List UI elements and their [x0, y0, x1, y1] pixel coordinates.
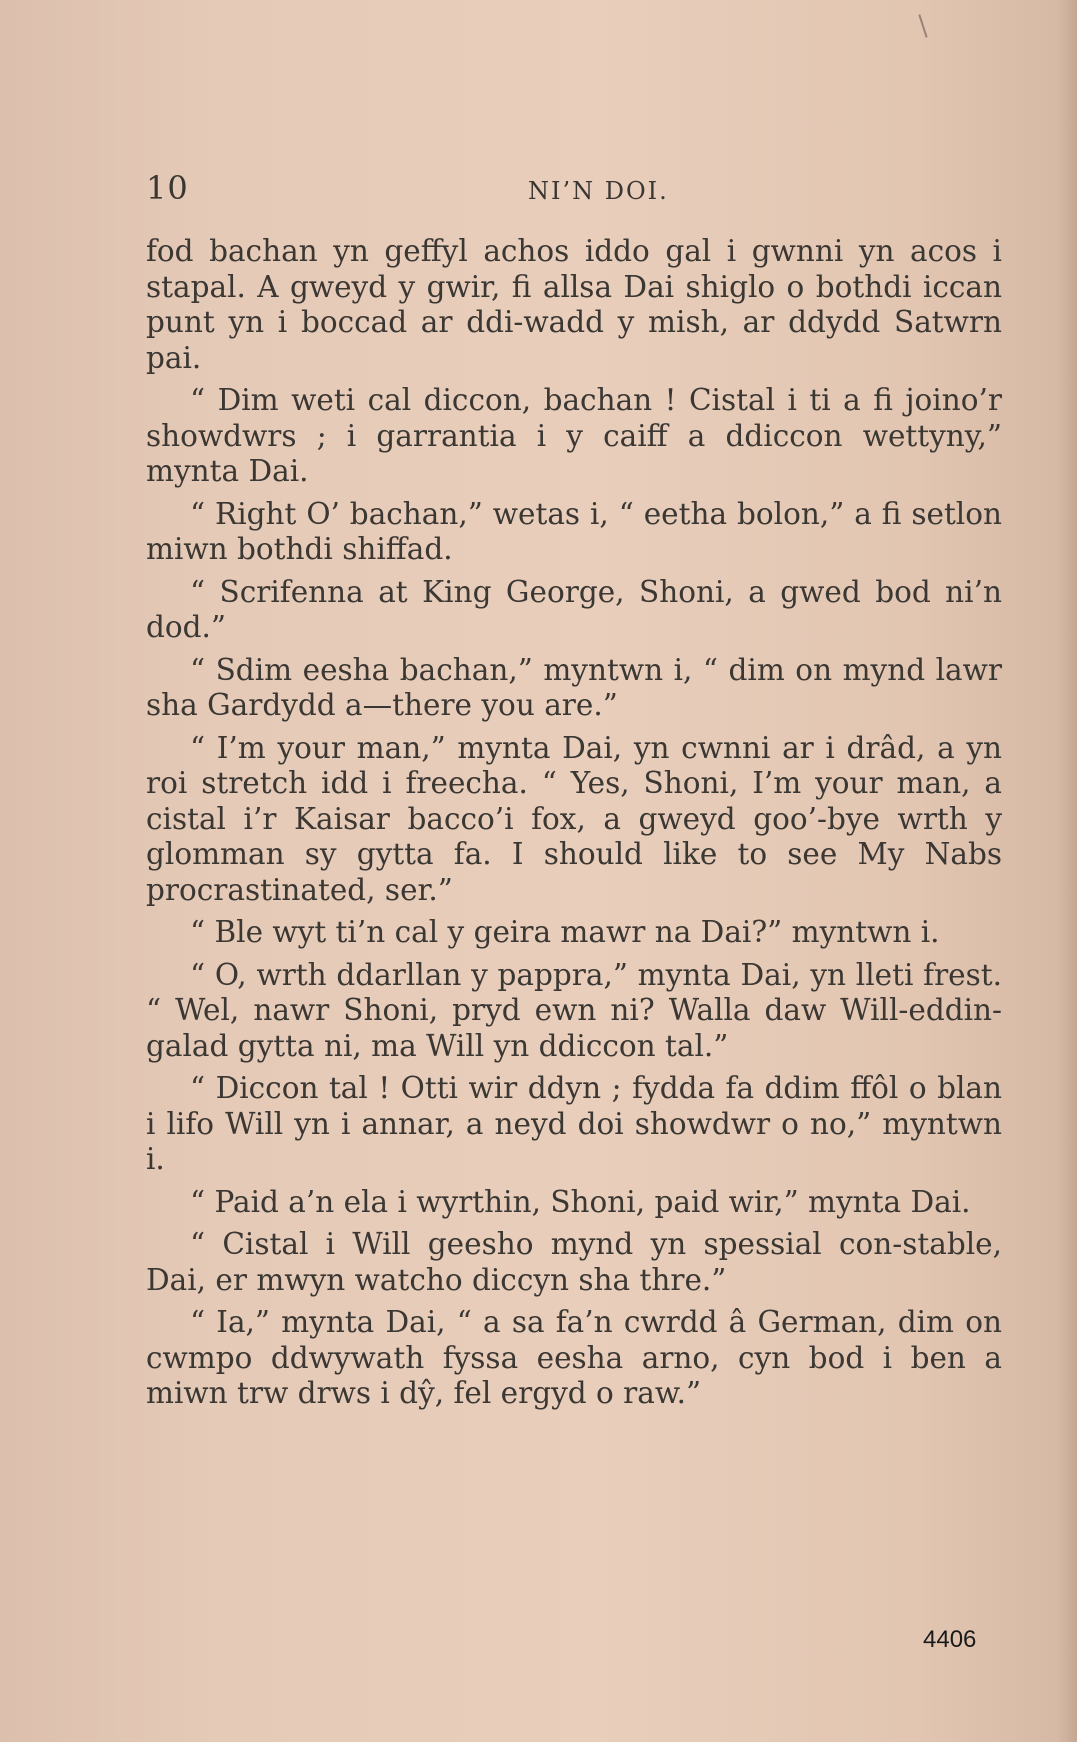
paragraph: “ Paid a’n ela i wyrthin, Shoni, paid wir,” mynta Dai. — [190, 1184, 971, 1219]
paragraph: “ Ble wyt ti’n cal y geira mawr na Dai?” myntwn i. — [190, 915, 940, 949]
paragraph: “ Diccon tal ! Otti wir ddyn ; fydda fa ddim ffôl o blan i lifo Will yn i annar, a neyd doi showdwr o no,” myntwn i. — [146, 1071, 1002, 1176]
paragraph: fod bachan yn geffyl achos iddo gal i gwnni yn acos i stapal. A gweyd y gwir, fi allsa Dai shiglo o bothdi iccan punt yn i boccad ar ddi-wadd y mish, ar ddydd Satwrn pai. — [146, 234, 1002, 375]
paragraph: “ Cistal i Will geesho mynd yn spessial con-stable, Dai, er mwyn watcho diccyn sha thre.” — [146, 1227, 1002, 1297]
paragraph: “ Sdim eesha bachan,” myntwn i, “ dim on mynd lawr sha Gardydd a—there you are.” — [146, 652, 1002, 722]
paragraph: “ Dim weti cal diccon, bachan ! Cistal i ti a fi joino’r showdwrs ; i garrantia i y caiff a ddiccon wettyny,” mynta Dai. — [146, 383, 1002, 488]
page-edge-shadow — [1057, 0, 1077, 1742]
page-number: 10 — [146, 169, 189, 207]
paragraph: “ Scrifenna at King George, Shoni, a gwed bod ni’n dod.” — [146, 574, 1002, 644]
page-header — [146, 165, 1006, 213]
running-title: NI’N DOI. — [528, 177, 669, 205]
paragraph: “ Ia,” mynta Dai, “ a sa fa’n cwrdd â German, dim on cwmpo ddwywath fyssa eesha arno, cyn bod i ben a miwn trw drws i dŷ, fel ergyd o raw.” — [146, 1305, 1002, 1410]
catalog-number: 4406 — [923, 1626, 977, 1653]
paragraph: “ O, wrth ddarllan y pappra,” mynta Dai, yn lleti frest. “ Wel, nawr Shoni, pryd ewn ni? Walla daw Will-eddin-galad gytta ni, ma Will yn ddiccon tal.” — [146, 957, 1002, 1063]
body-text — [146, 234, 1002, 1419]
paragraph: “ I’m your man,” mynta Dai, yn cwnni ar i drâd, a yn roi stretch idd i freecha. “ Yes, Shoni, I’m your man, a cistal i’r Kaisar bacco’i fox, a gweyd goo’-bye wrth y glomman sy gytta fa. I should like to see My Nabs procrastinated, ser.” — [146, 730, 1002, 907]
paragraph: “ Right O’ bachan,” wetas i, “ eetha bolon,” a fi setlon miwn bothdi shiffad. — [146, 496, 1002, 566]
pencil-mark — [918, 14, 927, 37]
